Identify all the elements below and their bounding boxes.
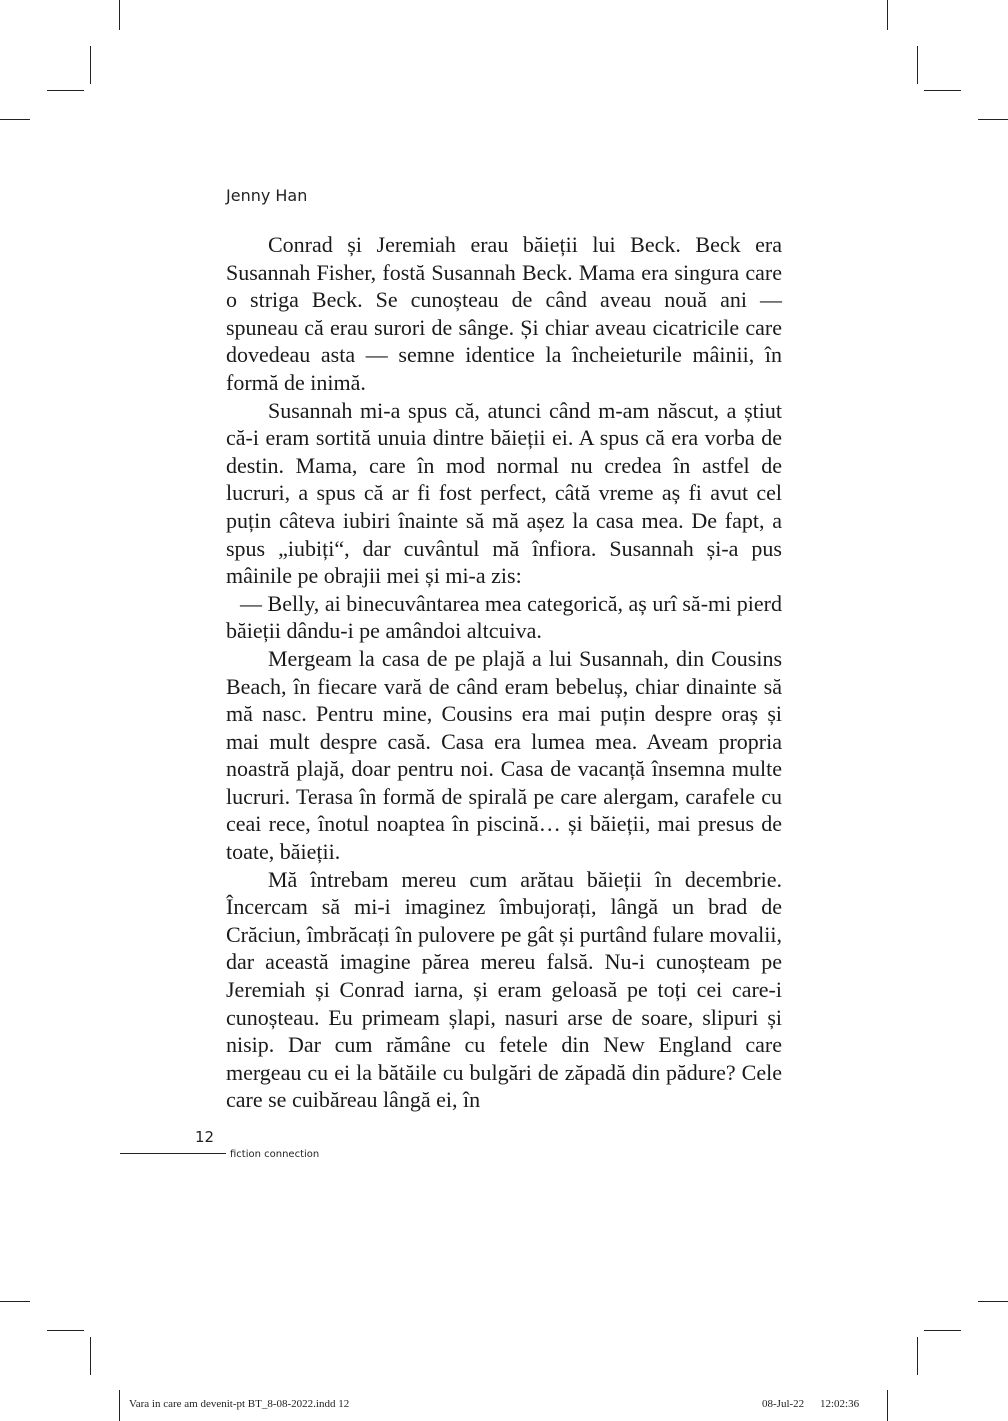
crop-mark xyxy=(0,119,30,120)
slug-time: 12:02:36 xyxy=(820,1398,860,1410)
paragraph: Susannah mi-a spus că, atunci când m-am născut, a știut că-i eram sortită unuia dintre băieții ei. A spus că era vorba de destin. Mama, care în mod normal nu credea în astfel de lucruri, a spus că ar fi fost perfect, câtă vreme aș fi avut cel puțin câteva iubiri înainte să mă așez la casa mea. De fapt, a spus „iubiți“, dar cuvântul mă înfiora. Susannah și-a pus mâinile pe obrajii mei și mi-a zis: xyxy=(226,397,782,589)
imprint-label: fiction connection xyxy=(230,1149,320,1160)
crop-mark xyxy=(90,1337,91,1375)
dialogue-paragraph: — Belly, ai binecuvântarea mea categorică, aș urî să-mi pierd băieții dându-i pe amândoi altcuiva. xyxy=(226,590,782,644)
footer-divider xyxy=(120,1153,226,1154)
slug-filename: Vara in care am devenit-pt BT_8-08-2022.indd 12 xyxy=(129,1398,350,1410)
crop-mark xyxy=(978,119,1008,120)
crop-mark xyxy=(47,1330,84,1331)
paragraph: Mă întrebam mereu cum arătau băieții în decembrie. Încercam să mi-i imaginez îmbujorați, lângă un brad de Crăciun, îmbrăcați în pulovere pe gât și purtând fulare movalii, dar această imagine părea mereu falsă. Nu-i cunoșteam pe Jeremiah și Conrad iarna, și eram geloasă pe toți cei care-i cunoșteau. Eu primeam șlapi, nasuri arse de soare, slipuri și nisip. Dar cum rămâne cu fetele din New England care mergeau cu ei la bătăile cu bulgări de zăpadă din pădure? Cele care se cuibăreau lângă ei, în xyxy=(226,866,782,1113)
crop-mark xyxy=(887,1390,888,1421)
crop-mark xyxy=(917,1337,918,1375)
running-header-author: Jenny Han xyxy=(226,186,308,205)
crop-mark xyxy=(90,46,91,84)
body-text xyxy=(226,231,782,1114)
crop-mark xyxy=(47,90,84,91)
crop-mark xyxy=(917,46,918,84)
slug-date: 08-Jul-22 xyxy=(762,1398,805,1410)
crop-mark xyxy=(924,1330,961,1331)
crop-mark xyxy=(0,1301,30,1302)
crop-mark xyxy=(119,1390,120,1421)
paragraph: Mergeam la casa de pe plajă a lui Susannah, din Cousins Beach, în fiecare vară de când eram bebeluș, chiar dinainte să mă nasc. Pentru mine, Cousins era mai puțin despre oraș și mai mult despre casă. Casa era lumea mea. Aveam propria noastră plajă, doar pentru noi. Casa de vacanță însemna multe lucruri. Terasa în formă de spirală pe care alergam, carafele cu ceai rece, înotul noaptea în piscină… și băieții, mai presus de toate, băieții. xyxy=(226,645,782,865)
crop-mark xyxy=(924,90,961,91)
crop-mark xyxy=(978,1301,1008,1302)
crop-mark xyxy=(887,0,888,30)
paragraph: Conrad și Jeremiah erau băieții lui Beck. Beck era Susannah Fisher, fostă Susannah Beck. Mama era singura care o striga Beck. Se cunoșteau de când aveau nouă ani — spuneau că erau surori de sânge. Și chiar aveau cicatricile care dovedeau asta — semne identice la încheieturile mâinii, în formă de inimă. xyxy=(226,232,782,395)
crop-mark xyxy=(119,0,120,30)
page-number: 12 xyxy=(195,1128,215,1146)
